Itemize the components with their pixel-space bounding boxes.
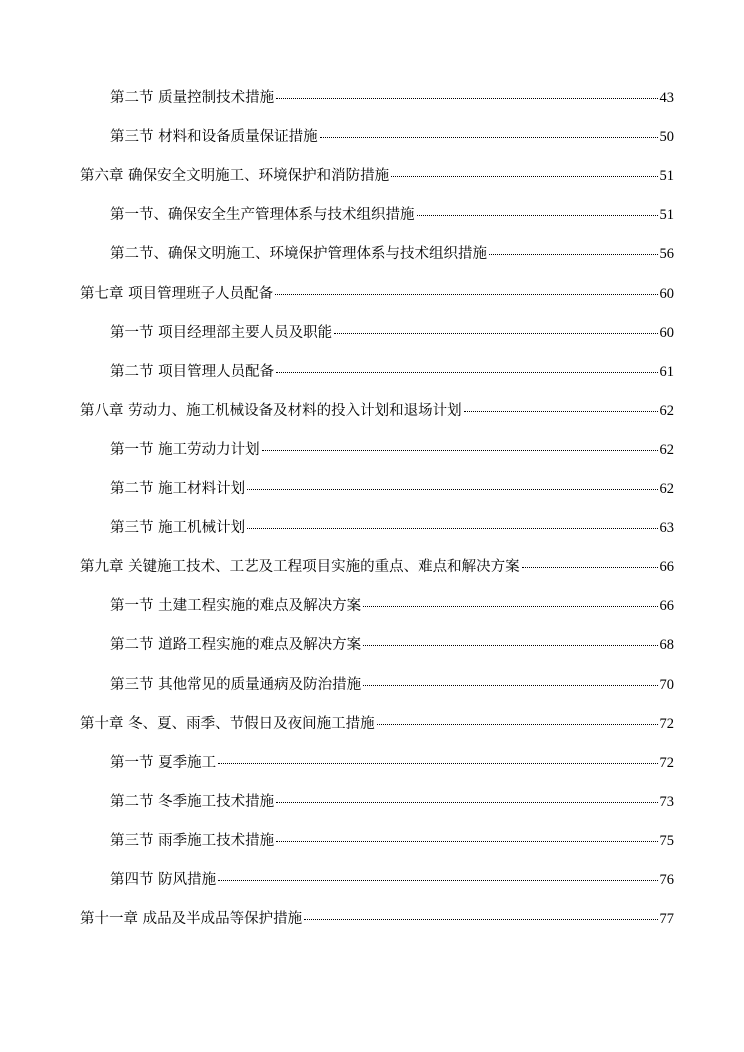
- toc-page-number: 50: [659, 129, 674, 146]
- toc-entry-title: 第二节 冬季施工技术措施: [110, 793, 275, 810]
- toc-entry-title: 第四节 防风措施: [110, 872, 217, 888]
- toc-page-number: 51: [659, 168, 674, 185]
- toc-page-number: 72: [659, 754, 674, 771]
- toc-dot-leader: [275, 294, 657, 295]
- toc-chapter-entry[interactable]: [80, 714, 674, 734]
- toc-dot-leader: [276, 841, 657, 842]
- toc-dot-leader: [363, 606, 657, 607]
- toc-entry-title: 第二节 项目管理人员配备: [110, 363, 275, 380]
- toc-section-entry[interactable]: [110, 244, 674, 264]
- toc-section-entry[interactable]: [110, 88, 674, 108]
- toc-page-number: 51: [659, 207, 674, 224]
- toc-section-entry[interactable]: [110, 596, 674, 616]
- toc-entry-title: 第十一章 成品及半成品等保护措施: [80, 911, 303, 928]
- toc-page-number: 77: [659, 911, 674, 928]
- toc-page-number: 61: [659, 363, 674, 380]
- toc-page-number: 66: [659, 598, 674, 615]
- toc-section-entry[interactable]: [110, 753, 674, 773]
- toc-dot-leader: [522, 567, 658, 568]
- toc-section-entry[interactable]: [110, 362, 674, 382]
- toc-page-number: 68: [659, 637, 674, 654]
- toc-dot-leader: [218, 763, 657, 764]
- toc-section-entry[interactable]: [110, 635, 674, 655]
- toc-page-number: 62: [659, 441, 674, 458]
- toc-entry-title: 第三节 施工机械计划: [110, 520, 246, 537]
- toc-entry-title: 第七章 项目管理班子人员配备: [80, 285, 274, 302]
- toc-page-number: 63: [659, 520, 674, 537]
- toc-page-number: 76: [659, 872, 674, 888]
- toc-entry-title: 第一节 夏季施工: [110, 754, 217, 771]
- toc-page-number: 70: [659, 676, 674, 693]
- toc-entry-title: 第一节、确保安全生产管理体系与技术组织措施: [110, 207, 415, 224]
- toc-section-entry[interactable]: [110, 479, 674, 499]
- toc-dot-leader: [276, 802, 657, 803]
- toc-dot-leader: [377, 724, 658, 725]
- toc-entry-title: 第一节 项目经理部主要人员及职能: [110, 324, 333, 341]
- toc-dot-leader: [247, 489, 657, 490]
- toc-dot-leader: [417, 215, 658, 216]
- toc-page-number: 62: [659, 481, 674, 497]
- toc-dot-leader: [320, 137, 658, 138]
- toc-entry-title: 第二节 质量控制技术措施: [110, 90, 275, 106]
- toc-dot-leader: [262, 450, 658, 451]
- toc-dot-leader: [363, 645, 657, 646]
- toc-entry-title: 第八章 劳动力、施工机械设备及材料的投入计划和退场计划: [80, 402, 462, 419]
- toc-entry-title: 第一节 施工劳动力计划: [110, 441, 260, 458]
- toc-dot-leader: [276, 98, 657, 99]
- toc-entry-title: 第二节、确保文明施工、环境保护管理体系与技术组织措施: [110, 246, 487, 263]
- toc-section-entry[interactable]: [110, 518, 674, 538]
- toc-page-number: 72: [659, 715, 674, 732]
- toc-section-entry[interactable]: [110, 127, 674, 147]
- toc-dot-leader: [489, 254, 658, 255]
- toc-page-number: 43: [659, 90, 674, 106]
- toc-page-number: 73: [659, 793, 674, 810]
- toc-section-entry[interactable]: [110, 205, 674, 225]
- toc-section-entry[interactable]: [110, 323, 674, 343]
- toc-chapter-entry[interactable]: [80, 909, 674, 929]
- toc-entry-title: 第二节 道路工程实施的难点及解决方案: [110, 637, 362, 654]
- toc-entry-title: 第二节 施工材料计划: [110, 481, 246, 497]
- toc-entry-title: 第一节 土建工程实施的难点及解决方案: [110, 598, 362, 615]
- toc-page-number: 60: [659, 285, 674, 302]
- toc-page-number: 66: [659, 559, 674, 576]
- toc-dot-leader: [304, 919, 657, 920]
- toc-entry-title: 第六章 确保安全文明施工、环境保护和消防措施: [80, 168, 390, 185]
- toc-entry-title: 第三节 雨季施工技术措施: [110, 832, 275, 849]
- toc-page-number: 62: [659, 402, 674, 419]
- toc-entry-title: 第三节 其他常见的质量通病及防治措施: [110, 676, 362, 693]
- toc-dot-leader: [464, 411, 658, 412]
- toc-dot-leader: [334, 333, 657, 334]
- toc-entry-title: 第三节 材料和设备质量保证措施: [110, 129, 318, 146]
- toc-page-number: 60: [659, 324, 674, 341]
- toc-section-entry[interactable]: [110, 792, 674, 812]
- toc-section-entry[interactable]: [110, 831, 674, 851]
- toc-page-number: 56: [659, 246, 674, 263]
- toc-section-entry[interactable]: [110, 675, 674, 695]
- toc-section-entry[interactable]: [110, 870, 674, 890]
- toc-dot-leader: [247, 528, 657, 529]
- toc-dot-leader: [363, 685, 657, 686]
- toc-chapter-entry[interactable]: [80, 284, 674, 304]
- toc-page-number: 75: [659, 832, 674, 849]
- toc-dot-leader: [218, 880, 657, 881]
- toc-entry-title: 第十章 冬、夏、雨季、节假日及夜间施工措施: [80, 715, 375, 732]
- toc-dot-leader: [276, 372, 657, 373]
- toc-chapter-entry[interactable]: [80, 401, 674, 421]
- toc-entry-title: 第九章 关键施工技术、工艺及工程项目实施的重点、难点和解决方案: [80, 559, 520, 576]
- toc-dot-leader: [391, 176, 657, 177]
- toc-chapter-entry[interactable]: [80, 166, 674, 186]
- toc-chapter-entry[interactable]: [80, 557, 674, 577]
- toc-section-entry[interactable]: [110, 440, 674, 460]
